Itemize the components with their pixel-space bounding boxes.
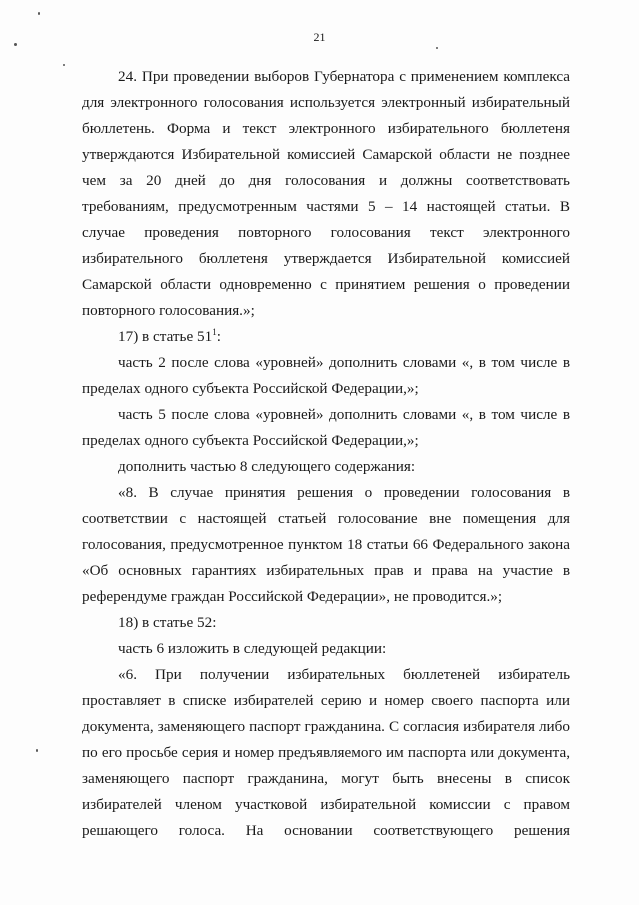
scan-speck	[36, 749, 38, 752]
paragraph-item-18: 18) в статье 52:	[118, 614, 217, 631]
paragraph-part-8-text: «8. В случае принятия решения о проведении голосования в соответствии с настоящей статьей голосование вне помещения для голосования, предусмотренное пунктом 18 статьи 66 Федерального закона «Об основных гарантиях избирательных прав и права на участие в референдуме граждан Российской Федерации», не проводится.»;	[82, 484, 570, 605]
paragraph-part-2: часть 2 после слова «уровней» дополнить словами «, в том числе в пределах одного субъекта Российской Федерации,»;	[82, 354, 570, 397]
article-superscript: 1	[212, 327, 217, 337]
paragraph-item-24: 24. При проведении выборов Губернатора с применением комплекса для электронного голосования используется электронный избирательный бюллетень. Форма и текст электронного избирательного бюллетеня утверждаются Избирательной комиссией Самарской области не позднее чем за 20 дней до дня голосования и должны соответствовать требованиям, предусмотренным частями 5 – 14 настоящей статьи. В случае проведения повторного голосования текст электронного избирательного бюллетеня утверждается Избирательной комиссией Самарской области одновременно с принятием решения о проведении повторного голосования.»;	[82, 68, 570, 319]
paragraph-item-17-text: 17) в статье 51	[118, 328, 213, 345]
scan-speck	[38, 12, 40, 15]
scan-speck	[436, 47, 438, 49]
paragraph-item-17	[82, 324, 570, 350]
paragraph-add-part-8: дополнить частью 8 следующего содержания:	[118, 458, 416, 475]
document-body	[82, 64, 570, 844]
paragraph-item-17-suffix: :	[216, 328, 221, 345]
scan-speck	[63, 64, 65, 66]
page-number: 21	[313, 30, 326, 44]
paragraph-part-6-intro: часть 6 изложить в следующей редакции:	[118, 640, 387, 657]
paragraph-part-6-text: «6. При получении избирательных бюллетеней избиратель проставляет в списке избирателей серию и номер своего паспорта или документа, заменяющего паспорт гражданина. С согласия избирателя либо по его просьбе серия и номер предъявляемого им паспорта или документа, заменяющего паспорт гражданина, могут быть внесены в список избирателей членом участковой избирательной комиссии с правом решающего голоса. На основании соответствующего решения	[82, 666, 570, 839]
paragraph-part-5: часть 5 после слова «уровней» дополнить словами «, в том числе в пределах одного субъекта Российской Федерации,»;	[82, 406, 570, 449]
scan-speck	[14, 43, 17, 46]
